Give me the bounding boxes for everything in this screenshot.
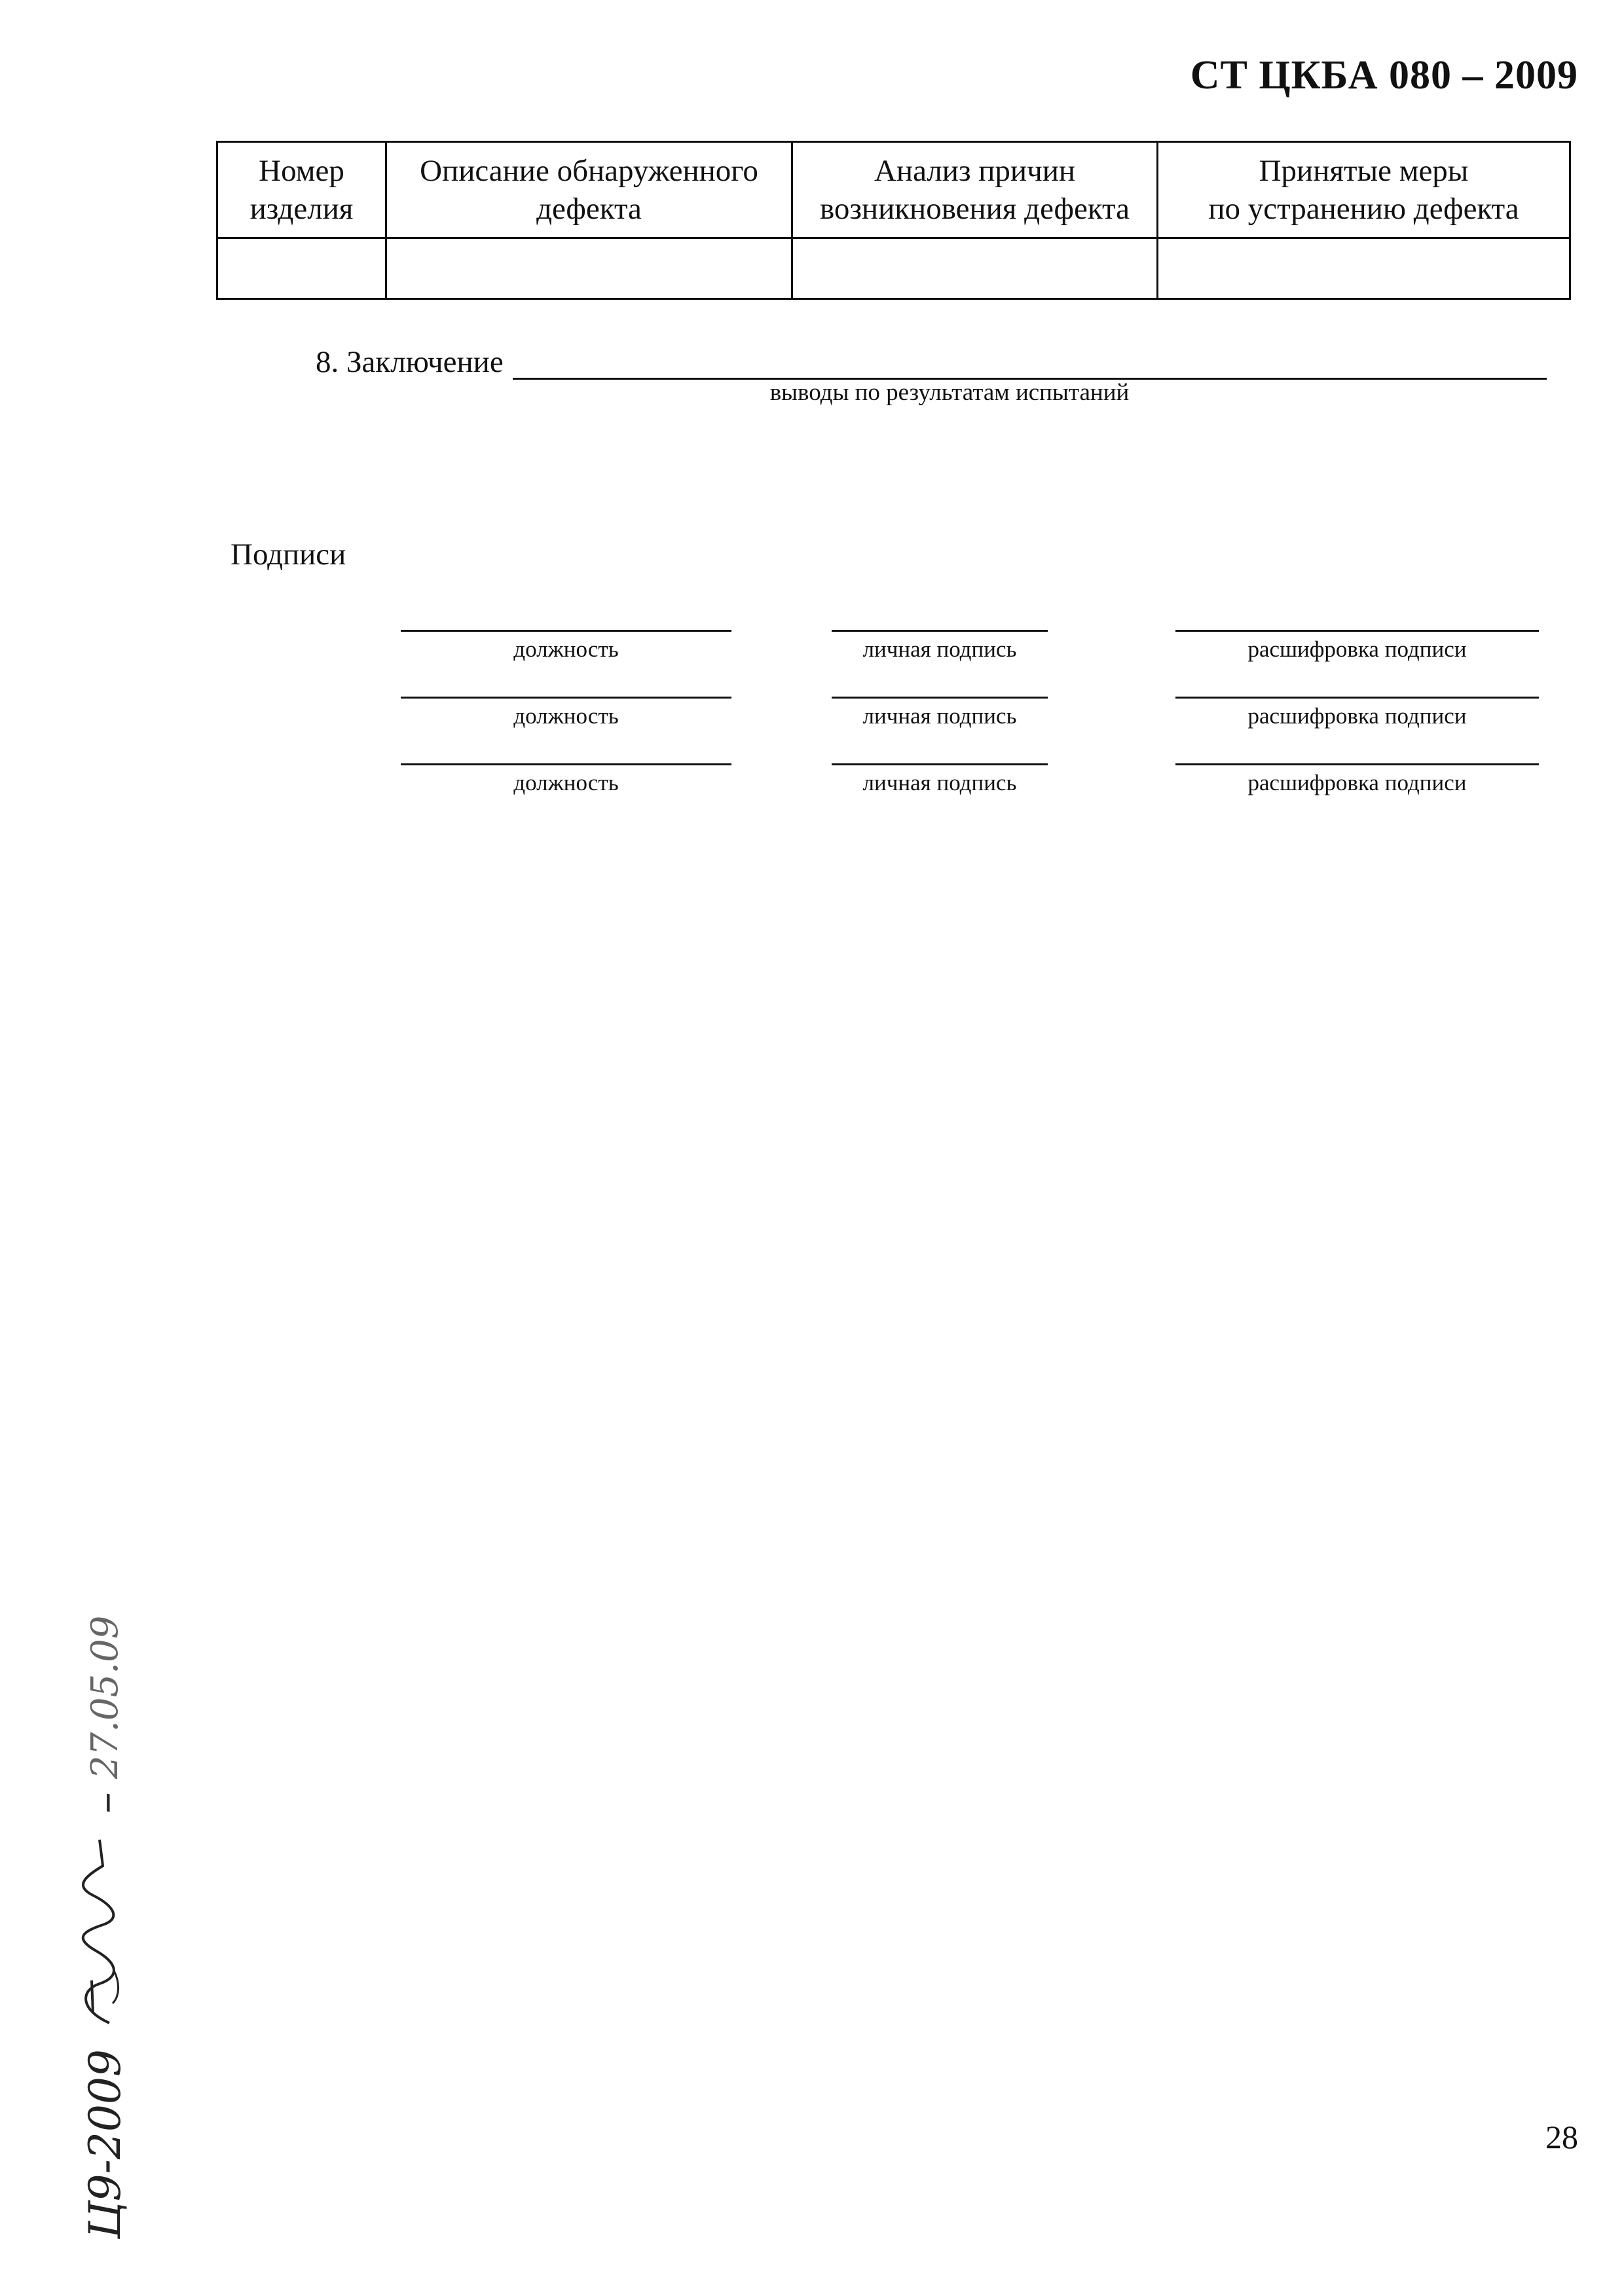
conclusion-label: 8. Заключение: [316, 345, 504, 379]
position-line[interactable]: [401, 763, 731, 765]
signatures-heading: Подписи: [231, 538, 346, 572]
position-caption: должность: [513, 770, 619, 795]
margin-stamp-code: Ц9-2009: [79, 2049, 130, 2239]
margin-stamp-dash: –: [79, 1792, 130, 1814]
column-header-defect-description: Описание обнаруженного дефекта: [386, 142, 792, 238]
column-header-measures-taken: Принятые меры по устранению дефекта: [1158, 142, 1570, 238]
position-caption: должность: [513, 703, 619, 729]
table-cell-empty[interactable]: [1158, 238, 1570, 299]
signature-line[interactable]: [832, 763, 1048, 765]
signature-row: [0, 697, 1624, 742]
signature-caption: личная подпись: [862, 636, 1017, 662]
decoding-caption: расшифровка подписи: [1247, 636, 1467, 662]
table-header-row: [217, 142, 1570, 238]
decoding-line[interactable]: [1175, 630, 1539, 632]
table-cell-empty[interactable]: [792, 238, 1158, 299]
conclusion-fill-line[interactable]: [513, 345, 1547, 380]
position-line[interactable]: [401, 697, 731, 699]
signature-line[interactable]: [832, 630, 1048, 632]
decoding-caption: расшифровка подписи: [1247, 703, 1467, 729]
signature-line[interactable]: [832, 697, 1048, 699]
table-row: [217, 238, 1570, 299]
page-number: 28: [1545, 2119, 1578, 2155]
conclusion-hint: выводы по результатам испытаний: [769, 379, 1130, 406]
position-caption: должность: [513, 636, 619, 662]
table-cell-empty[interactable]: [217, 238, 386, 299]
signature-row: [0, 630, 1624, 676]
margin-stamp-date: 27.05.09: [83, 1615, 126, 1779]
decoding-caption: расшифровка подписи: [1247, 770, 1467, 795]
conclusion-field: [316, 340, 1547, 380]
margin-stamp: [73, 1616, 136, 2239]
signature-caption: личная подпись: [862, 770, 1017, 795]
handwritten-signature-icon: [73, 1833, 136, 2030]
signature-caption: личная подпись: [862, 703, 1017, 729]
table-cell-empty[interactable]: [386, 238, 792, 299]
column-header-item-number: Номер изделия: [217, 142, 386, 238]
defects-table: [216, 141, 1571, 300]
document-code: СТ ЦКБА 080 – 2009: [1190, 53, 1578, 98]
signature-row: [0, 763, 1624, 809]
decoding-line[interactable]: [1175, 763, 1539, 765]
decoding-line[interactable]: [1175, 697, 1539, 699]
position-line[interactable]: [401, 630, 731, 632]
column-header-cause-analysis: Анализ причин возникновения дефекта: [792, 142, 1158, 238]
